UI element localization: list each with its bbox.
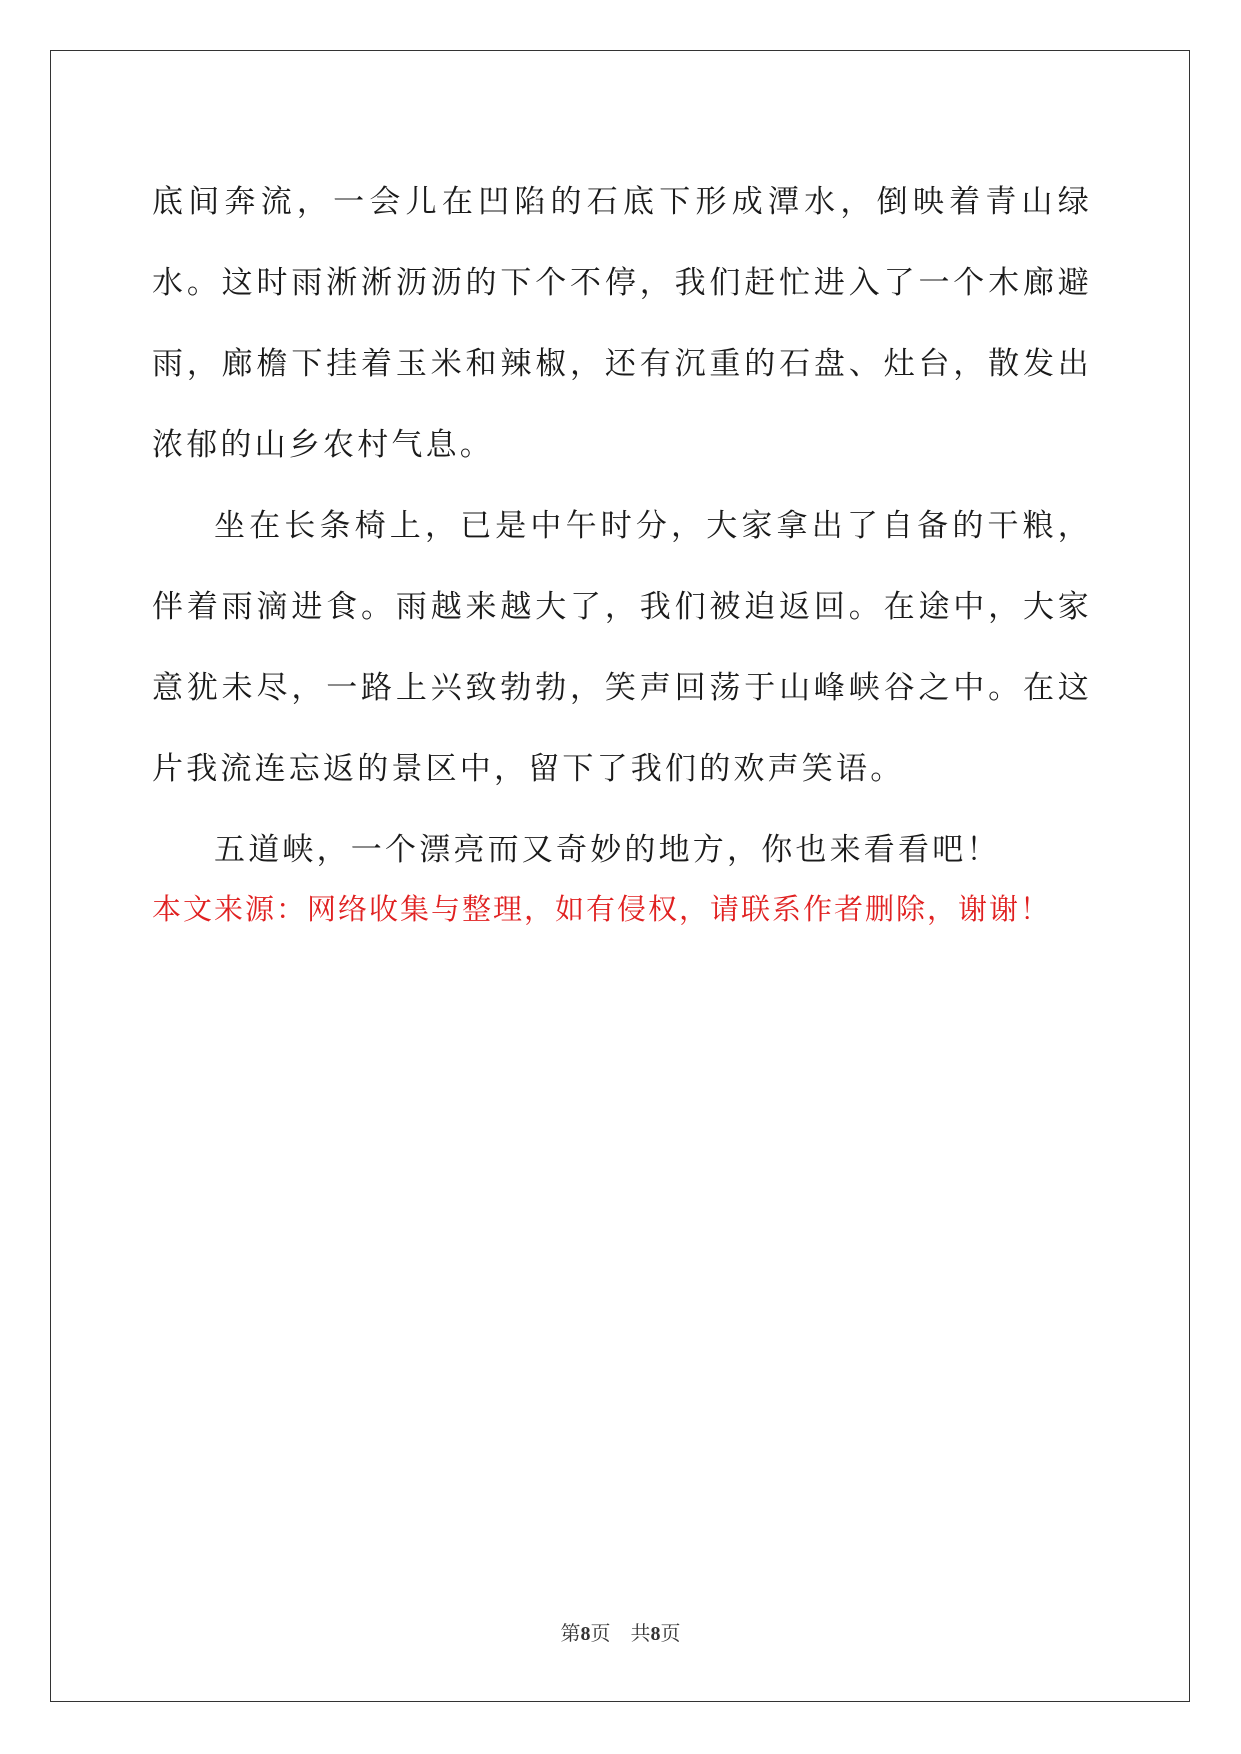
total-prefix: 共 <box>630 1621 651 1645</box>
total-suffix: 页 <box>660 1621 681 1645</box>
paragraph-1: 底间奔流，一会儿在凹陷的石底下形成潭水，倒映着青山绿水。这时雨淅淅沥沥的下个不停，我们赶忙进入了一个木廊避雨，廊檐下挂着玉米和辣椒，还有沉重的石盘、灶台，散发出浓郁的山乡农村气息。 <box>152 184 1092 463</box>
paragraph-2: 坐在长条椅上，已是中午时分，大家拿出了自备的干粮，伴着雨滴进食。雨越来越大了，我们被迫返回。在途中，大家意犹未尽，一路上兴致勃勃，笑声回荡于山峰峡谷之中。在这片我流连忘返的景区中，留下了我们的欢声笑语。 <box>152 508 1092 787</box>
page-suffix: 页 <box>590 1621 611 1645</box>
total-pages: 8 <box>650 1623 661 1645</box>
page-number: 8 <box>580 1623 591 1645</box>
source-note: 本文来源：网络收集与整理，如有侵权，请联系作者删除，谢谢！ <box>152 892 1052 926</box>
page-footer <box>0 1617 1241 1646</box>
document-body <box>152 162 1092 891</box>
paragraph-3: 五道峡，一个漂亮而又奇妙的地方，你也来看看吧！ <box>214 832 1001 868</box>
page-prefix: 第 <box>560 1621 581 1645</box>
